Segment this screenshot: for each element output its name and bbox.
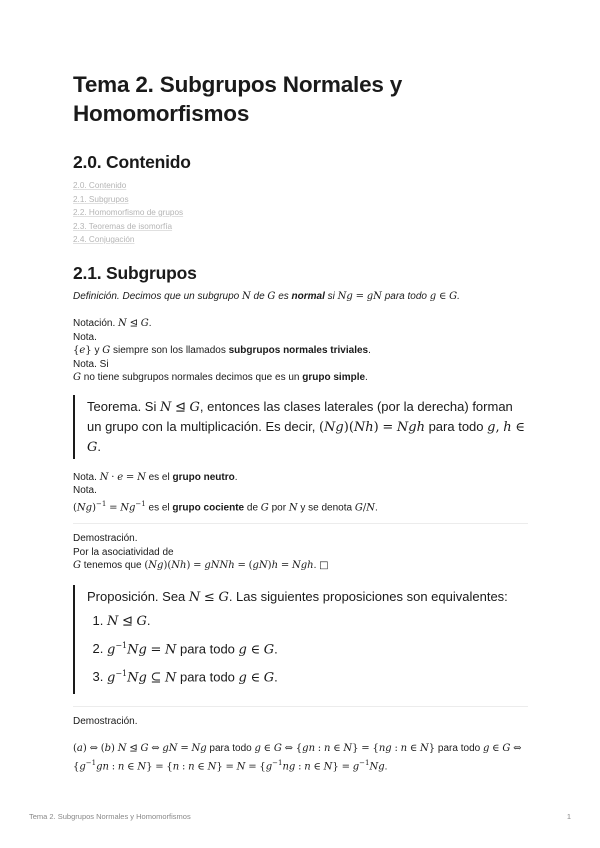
divider (73, 706, 528, 707)
proof-text: Por la asociatividad de (73, 546, 174, 558)
note-label: Nota. (73, 485, 97, 496)
proof-chain: (a) ⇔ (b) N ⊴ G ⇔ gN = Ng para todo g ∈ G ⇔ {gn : n ∈ N} = {ng : n ∈ N} para todo g ∈ G ⇔ {$g^{-1}gn$ : n ∈ N} = {n : n ∈ $N\} = N = \{g^{-1}ng$ : n ∈ $N\} = g^{-1}Ng$. (73, 742, 522, 773)
toc-link[interactable]: 2.0. Contenido (73, 181, 127, 190)
section-heading-subgrupos: 2.1. Subgrupos (73, 262, 197, 283)
note-label: Nota. Si (73, 358, 109, 370)
note-simple-group: G no tiene subgrupos normales decimos que es un grupo simple. (73, 372, 368, 383)
note-quotient-group: $(Ng)^{-1} = Ng^{-1}$ es el grupo cociente de G por N y se denota G/N. (73, 499, 378, 513)
proof-label: Demostración. (73, 533, 138, 545)
note-label: Nota. (73, 331, 97, 343)
proposition-block: Proposición. Sea N ≤ G. Las siguientes proposiciones son equivalentes: 1. N ⊴ G. 2. $g^{-1}Ng = N$ para todo g ∈ G. 3. $g^{-1}Ng$ ⊆ N para todo g ∈ G. (73, 585, 528, 695)
notation-normal: Notación. N ⊴ G. (73, 318, 152, 329)
section-heading-contenido: 2.0. Contenido (73, 152, 191, 172)
divider (73, 523, 528, 524)
proposition-item: 1. N ⊴ G. (107, 611, 528, 631)
note-neutral-group: Nota. N · e = N es el grupo neutro. (73, 471, 238, 483)
theorem-block: Teorema. Si N ⊴ G, entonces las clases laterales (por la derecha) forman un grupo con la multiplicación. Es decir, (Ng)(Nh) = Ngh para todo g, h ∈ G. (73, 395, 528, 459)
proposition-item: 2. $g^{-1}Ng = N$ para todo g ∈ G. (107, 636, 528, 659)
toc-link[interactable]: 2.2. Homomorfismo de grupos (73, 208, 184, 217)
proof-label: Demostración. (73, 716, 138, 728)
page-title: Tema 2. Subgrupos Normales y Homomorfismos (73, 72, 403, 126)
footer-title: Tema 2. Subgrupos Normales y Homomorfismos (29, 812, 191, 821)
note-trivial-subgroups: {e} y G siempre son los llamados subgrupos normales triviales. (73, 345, 371, 356)
toc-link[interactable]: 2.4. Conjugación (73, 235, 135, 244)
proposition-item: 3. $g^{-1}Ng$ ⊆ N para todo g ∈ G. (107, 664, 528, 687)
toc-link[interactable]: 2.1. Subgrupos (73, 194, 129, 204)
page-content (73, 70, 528, 774)
page-footer (29, 812, 571, 821)
page-number: 1 (566, 812, 571, 821)
toc-link[interactable]: 2.3. Teoremas de isomorfía (73, 221, 173, 231)
table-of-contents (73, 179, 528, 247)
definition: Definición. Decimos que un subgrupo N de G es normal si Ng = gN para todo g ∈ G. (73, 290, 460, 302)
proof-formula: G tenemos que (Ng)(Nh) = gNNh = (gN)h = Ngh. □ (73, 560, 329, 572)
